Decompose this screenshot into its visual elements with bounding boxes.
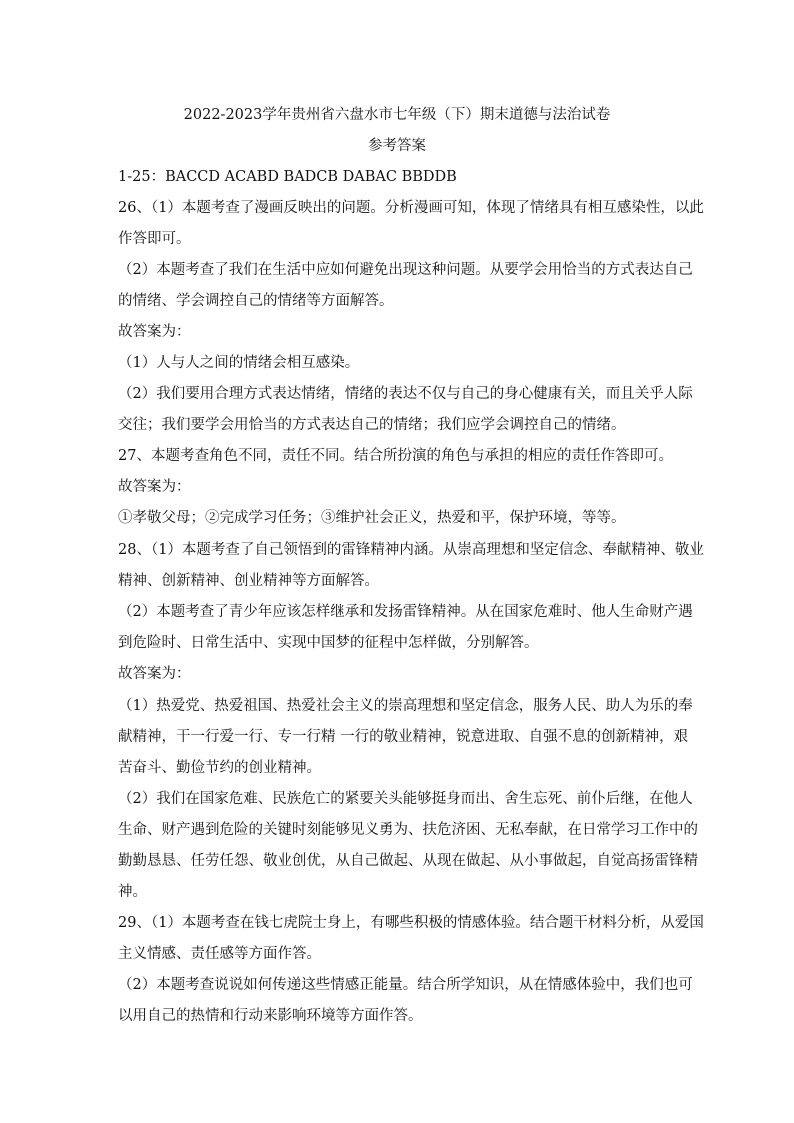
answer-line: 28、（1）本题考查了自己领悟到的雷锋精神内涵。从崇高理想和坚定信念、奉献精神、敬业	[118, 542, 704, 558]
answer-line: （2）本题考查了我们在生活中应如何避免出现这种问题。从要学会用恰当的方式表达自己	[118, 262, 693, 278]
document-title: 2022-2023学年贵州省六盘水市七年级（下）期末道德与法治试卷	[183, 107, 611, 123]
answer-line: 交往；我们要学会用恰当的方式表达自己的情绪；我们应学会调控自己的情绪。	[118, 417, 626, 433]
answer-line: （2）我们要用合理方式表达情绪，情绪的表达不仅与自己的身心健康有关，而且关乎人际	[118, 386, 693, 402]
answer-line: 29、（1）本题考查在钱七虎院士身上，有哪些积极的情感体验。结合题干材料分析，从爱国	[118, 915, 704, 931]
answer-line: 神。	[118, 884, 147, 900]
choice-answers: 1-25：BACCD ACABD BADCB DABAC BBDDB	[118, 169, 457, 185]
answer-line: 27、本题考查角色不同，责任不同。结合所扮演的角色与承担的相应的责任作答即可。	[118, 448, 673, 464]
answer-line: 故答案为：	[118, 324, 191, 340]
answer-line: （1）热爱党、热爱祖国、热爱社会主义的崇高理想和坚定信念，服务人民、助人为乐的奉	[118, 698, 693, 714]
answer-line: （1）人与人之间的情绪会相互感染。	[118, 355, 360, 371]
answer-line: 故答案为：	[118, 666, 191, 682]
answer-line: 到危险时、日常生活中、实现中国梦的征程中怎样做，分别解答。	[118, 635, 539, 651]
answer-line: ①孝敬父母；②完成学习任务；③维护社会正义，热爱和平，保护环境，等等。	[118, 510, 626, 526]
answer-line: 故答案为：	[118, 479, 191, 495]
answer-line: 主义情感、责任感等方面作答。	[118, 946, 321, 962]
answer-line: 献精神，干一行爱一行、专一行精 一行的敬业精神，锐意进取、自强不息的创新精神，艰	[118, 729, 689, 745]
document-subtitle: 参考答案	[368, 138, 426, 154]
answer-line: 苦奋斗、勤俭节约的创业精神。	[118, 760, 321, 776]
answer-line: 以用自己的热情和行动来影响环境等方面作答。	[118, 1008, 423, 1024]
answer-line: （2）本题考查说说如何传递这些情感正能量。结合所学知识，从在情感体验中，我们也可	[118, 977, 693, 993]
answer-line: 生命、财产遇到危险的关键时刻能够见义勇为、扶危济困、无私奉献，在日常学习工作中的	[118, 822, 698, 838]
answer-line: 26、（1）本题考查了漫画反映出的问题。分析漫画可知，体现了情绪具有相互感染性，以此	[118, 200, 704, 216]
answer-line: 勤勤恳恳、任劳任怨、敬业创优，从自己做起、从现在做起、从小事做起，自觉高扬雷锋精	[118, 853, 698, 869]
answer-line: （2）本题考查了青少年应该怎样继承和发扬雷锋精神。从在国家危难时、他人生命财产遇	[118, 604, 693, 620]
answer-line: 作答即可。	[118, 231, 191, 247]
answer-line: 的情绪、学会调控自己的情绪等方面解答。	[118, 293, 394, 309]
answer-line: 精神、创新精神、创业精神等方面解答。	[118, 573, 379, 589]
answer-line: （2）我们在国家危难、民族危亡的紧要关头能够挺身而出、舍生忘死、前仆后继，在他人	[118, 791, 693, 807]
